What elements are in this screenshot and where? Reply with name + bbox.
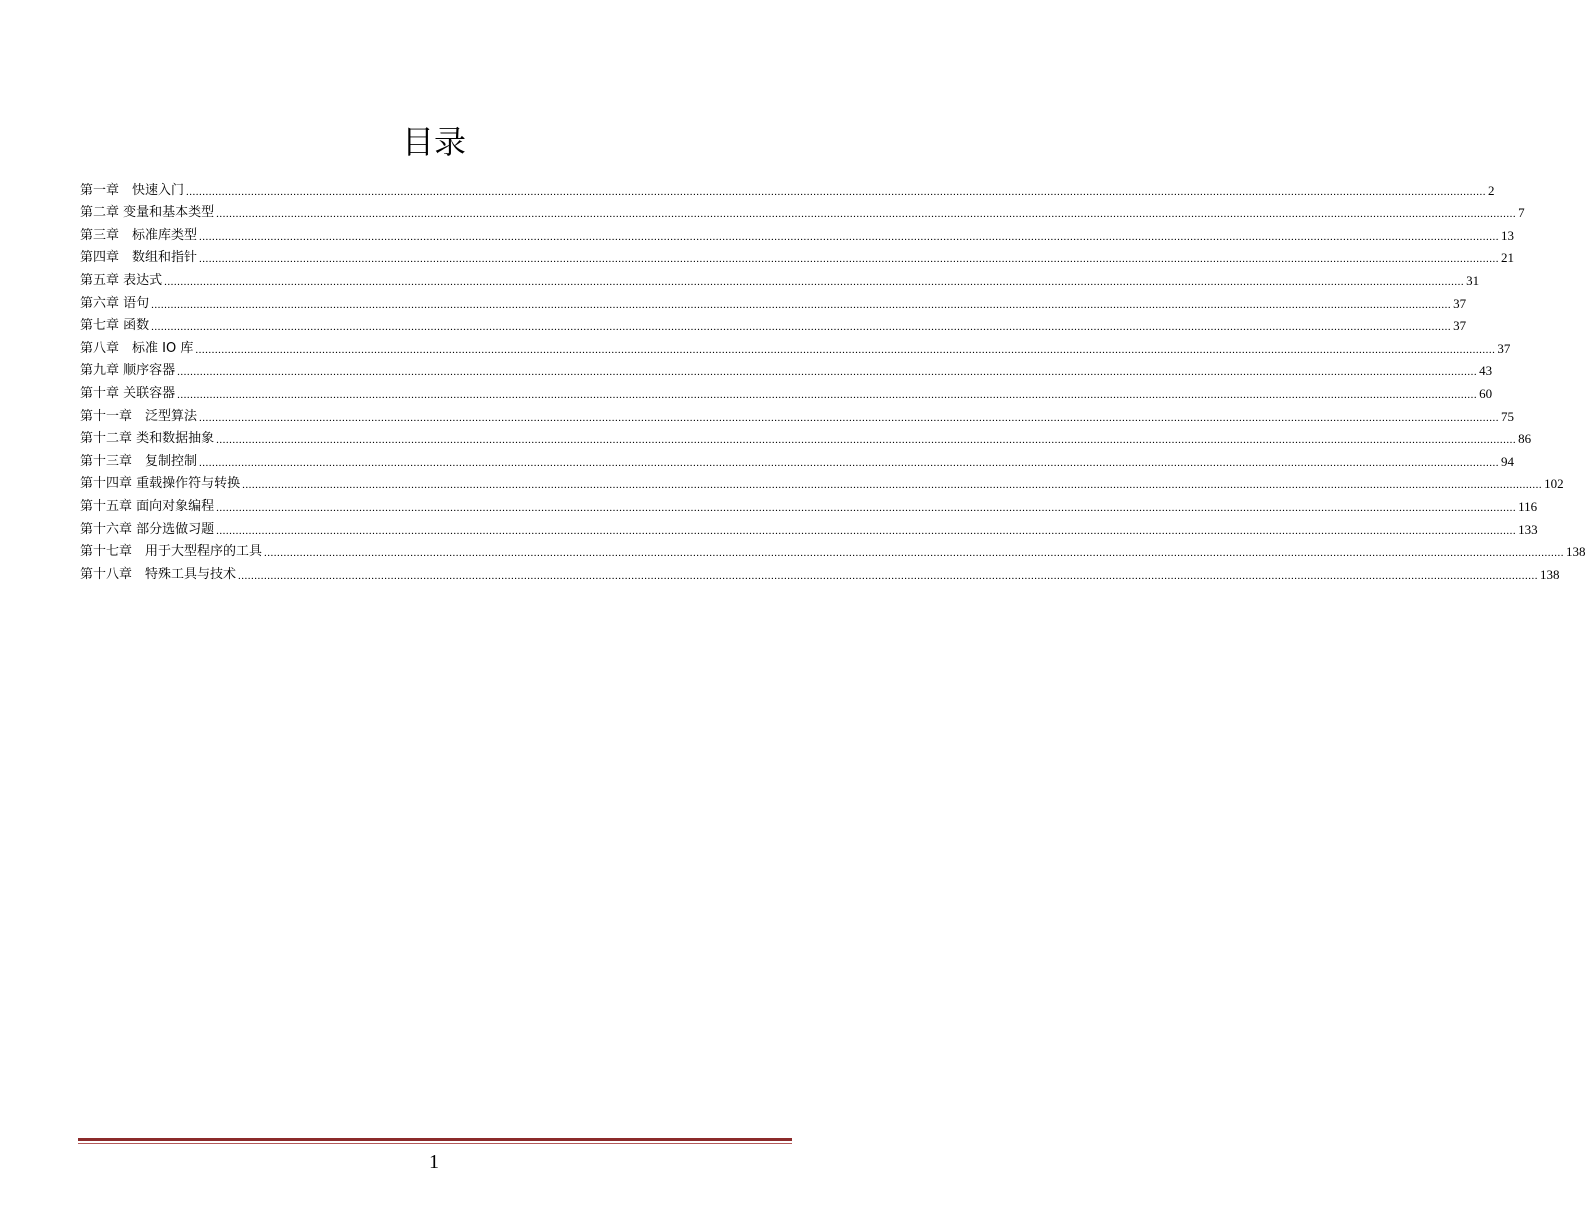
toc-entry-label: 第十一章 泛型算法: [80, 408, 198, 424]
toc-leader-dots: ................................................................................................................................................................................................................................................................................................................................................................................................................: [216, 434, 1517, 447]
toc-leader-dots: ................................................................................................................................................................................................................................................................................................................................................................................................................: [195, 343, 1496, 356]
toc-leader-dots: ................................................................................................................................................................................................................................................................................................................................................................................................................: [199, 230, 1500, 243]
toc-entry[interactable]: [80, 470, 1564, 493]
toc-entry-page: 13: [1501, 227, 1515, 243]
toc-leader-dots: ................................................................................................................................................................................................................................................................................................................................................................................................................: [242, 479, 1543, 492]
toc-entry-page: 31: [1466, 272, 1480, 288]
toc-entry-page: 86: [1518, 431, 1532, 447]
toc-entry[interactable]: [80, 560, 1560, 583]
toc-entry[interactable]: [80, 334, 1511, 357]
toc-entry[interactable]: [80, 176, 1495, 199]
toc-entry[interactable]: [80, 447, 1515, 470]
toc-leader-dots: ................................................................................................................................................................................................................................................................................................................................................................................................................: [177, 366, 1478, 379]
toc-entry[interactable]: [80, 357, 1493, 380]
toc-entry-label: 第十三章 复制控制: [80, 453, 198, 469]
toc-entry[interactable]: [80, 492, 1538, 515]
toc-entry[interactable]: [80, 199, 1525, 222]
toc-entry-page: 60: [1479, 385, 1493, 401]
footer-rule-secondary: [78, 1143, 792, 1144]
toc-entry-label: 第十章 关联容器: [80, 385, 176, 401]
toc-entry-page: 116: [1518, 498, 1538, 514]
toc-entry[interactable]: [80, 266, 1480, 289]
toc-entry-label: 第十四章 重载操作符与转换: [80, 476, 241, 492]
toc-entry-page: 102: [1544, 476, 1564, 492]
toc-entry-label: 第十五章 面向对象编程: [80, 498, 215, 514]
toc-entry[interactable]: [80, 244, 1515, 267]
toc-leader-dots: ................................................................................................................................................................................................................................................................................................................................................................................................................: [151, 298, 1452, 311]
toc-leader-dots: ................................................................................................................................................................................................................................................................................................................................................................................................................: [151, 321, 1452, 334]
toc-entry[interactable]: [80, 425, 1532, 448]
toc-entry-page: 75: [1501, 408, 1515, 424]
toc-leader-dots: ................................................................................................................................................................................................................................................................................................................................................................................................................: [177, 388, 1478, 401]
table-of-contents: [80, 176, 1586, 583]
toc-entry-label: 第八章 标准 IO 库: [80, 340, 194, 356]
toc-leader-dots: ................................................................................................................................................................................................................................................................................................................................................................................................................: [199, 456, 1500, 469]
toc-entry-page: 37: [1453, 318, 1467, 334]
toc-entry-label: 第六章 语句: [80, 295, 150, 311]
toc-entry[interactable]: [80, 515, 1538, 538]
toc-entry-label: 第五章 表达式: [80, 272, 163, 288]
toc-entry-label: 第三章 标准库类型: [80, 227, 198, 243]
toc-entry-label: 第四章 数组和指针: [80, 250, 198, 266]
toc-entry-label: 第十六章 部分选做习题: [80, 521, 215, 537]
toc-leader-dots: ................................................................................................................................................................................................................................................................................................................................................................................................................: [164, 275, 1465, 288]
toc-entry-label: 第十八章 特殊工具与技术: [80, 566, 237, 582]
toc-entry-page: 94: [1501, 453, 1515, 469]
toc-entry[interactable]: [80, 402, 1515, 425]
page-number: 1: [429, 1151, 439, 1173]
toc-entry[interactable]: [80, 289, 1467, 312]
toc-entry[interactable]: [80, 221, 1515, 244]
toc-leader-dots: ................................................................................................................................................................................................................................................................................................................................................................................................................: [216, 524, 1517, 537]
page-title: 目录: [401, 123, 466, 161]
toc-leader-dots: ................................................................................................................................................................................................................................................................................................................................................................................................................: [264, 547, 1565, 560]
toc-entry-label: 第九章 顺序容器: [80, 363, 176, 379]
toc-entry[interactable]: [80, 538, 1586, 561]
toc-leader-dots: ................................................................................................................................................................................................................................................................................................................................................................................................................: [199, 411, 1500, 424]
footer-rule: [78, 1138, 792, 1141]
toc-leader-dots: ................................................................................................................................................................................................................................................................................................................................................................................................................: [216, 501, 1517, 514]
toc-leader-dots: ................................................................................................................................................................................................................................................................................................................................................................................................................: [199, 253, 1500, 266]
toc-entry-page: 138: [1566, 544, 1586, 560]
toc-entry-label: 第十七章 用于大型程序的工具: [80, 544, 263, 560]
toc-entry-page: 138: [1540, 566, 1560, 582]
toc-entry[interactable]: [80, 379, 1493, 402]
toc-entry-page: 37: [1453, 295, 1467, 311]
toc-entry-page: 7: [1518, 205, 1525, 221]
toc-entry-page: 21: [1501, 250, 1515, 266]
toc-entry-page: 2: [1488, 182, 1495, 198]
toc-entry-page: 43: [1479, 363, 1493, 379]
toc-leader-dots: ................................................................................................................................................................................................................................................................................................................................................................................................................: [216, 208, 1517, 221]
toc-entry-label: 第二章 变量和基本类型: [80, 205, 215, 221]
toc-entry-label: 第一章 快速入门: [80, 182, 185, 198]
toc-entry-page: 37: [1497, 340, 1511, 356]
toc-entry-label: 第十二章 类和数据抽象: [80, 431, 215, 447]
toc-entry[interactable]: [80, 312, 1467, 335]
toc-leader-dots: ................................................................................................................................................................................................................................................................................................................................................................................................................: [238, 569, 1539, 582]
toc-entry-label: 第七章 函数: [80, 318, 150, 334]
toc-entry-page: 133: [1518, 521, 1538, 537]
toc-leader-dots: ................................................................................................................................................................................................................................................................................................................................................................................................................: [186, 185, 1487, 198]
